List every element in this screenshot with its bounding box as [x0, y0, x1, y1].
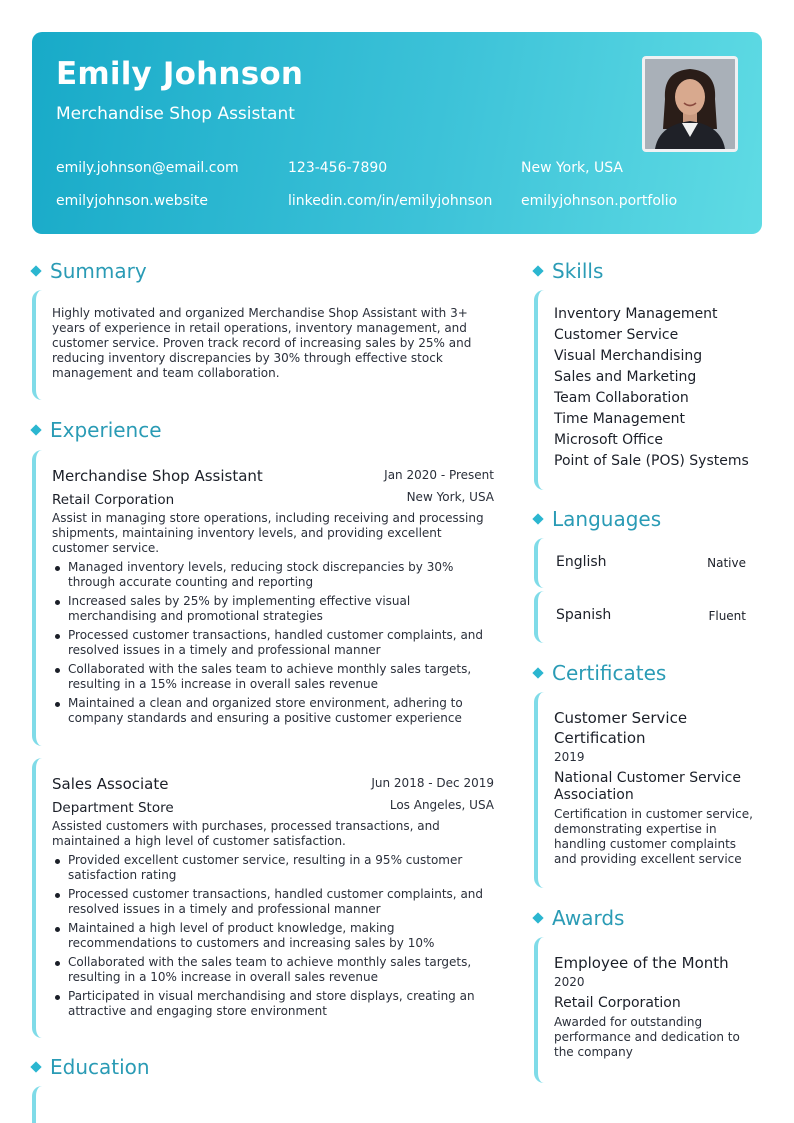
profile-photo-image [645, 59, 735, 149]
diamond-icon [532, 912, 543, 923]
list-item: Increased sales by 25% by implementing effective visual merchandising and promotional strategies [52, 594, 494, 624]
diamond-icon [30, 1061, 41, 1072]
list-item: Provided excellent customer service, resulting in a 95% customer satisfaction rating [52, 853, 494, 883]
skill-item: Visual Merchandising [554, 348, 703, 364]
certificate-name: Customer Service Certification [554, 709, 688, 747]
summary-heading [32, 259, 147, 283]
email-link[interactable]: emily.johnson@email.com [56, 160, 239, 176]
certificate-year: 2019 [554, 750, 585, 764]
candidate-title: Merchandise Shop Assistant [56, 104, 295, 124]
phone-number[interactable]: 123-456-7890 [288, 160, 388, 176]
certificates-heading [534, 661, 666, 685]
diamond-icon [30, 424, 41, 435]
award-block [534, 937, 760, 1083]
job-bullets [52, 560, 494, 730]
skill-item: Team Collaboration [554, 390, 689, 406]
list-item: Processed customer transactions, handled customer complaints, and resolved issues in a timely and professional manner [52, 628, 494, 658]
job-description: Assisted customers with purchases, processed transactions, and maintained a high level of customer satisfaction. [52, 819, 440, 848]
list-item: Collaborated with the sales team to achieve monthly sales targets, resulting in a 15% increase in overall sales revenue [52, 662, 494, 692]
diamond-icon [532, 513, 543, 524]
summary-block [32, 290, 496, 400]
language-level: Fluent [708, 609, 746, 623]
skill-item: Customer Service [554, 327, 679, 343]
certificate-block [534, 692, 760, 888]
portfolio-link[interactable]: emilyjohnson.portfolio [521, 193, 678, 209]
skill-item: Microsoft Office [554, 432, 664, 448]
resume-header [32, 32, 762, 234]
job-company: Department Store [52, 800, 174, 816]
job-location: New York, USA [406, 490, 494, 504]
diamond-icon [532, 265, 543, 276]
awards-heading-text: Awards [552, 906, 625, 930]
list-item: Maintained a high level of product knowledge, making recommendations to customers and increasing sales by 10% [52, 921, 494, 951]
job-block-2 [32, 758, 496, 1038]
languages-heading-text: Languages [552, 507, 662, 531]
summary-heading-text: Summary [50, 259, 147, 283]
job-dates: Jan 2020 - Present [384, 468, 494, 482]
summary-text: Highly motivated and organized Merchandise Shop Assistant with 3+ years of experience in retail operations, inventory management, and customer service. Proven track record of increasing sales by 25% and reducing inventory discrepancies by 30% through effective stock management and team collaboration. [52, 306, 472, 380]
awards-heading [534, 906, 624, 930]
award-year: 2020 [554, 975, 585, 989]
diamond-icon [532, 667, 543, 678]
award-name: Employee of the Month [554, 954, 729, 972]
job-title: Sales Associate [52, 775, 169, 793]
linkedin-link[interactable]: linkedin.com/in/emilyjohnson [288, 193, 493, 209]
job-dates: Jun 2018 - Dec 2019 [371, 776, 494, 790]
education-heading [32, 1055, 150, 1079]
language-row-english [534, 538, 760, 588]
diamond-icon [30, 265, 41, 276]
language-name: Spanish [556, 607, 612, 623]
experience-heading [32, 418, 162, 442]
candidate-name: Emily Johnson [56, 56, 304, 92]
job-block-1 [32, 450, 496, 746]
list-item: Participated in visual merchandising and store displays, creating an attractive and engaging store environment [52, 989, 494, 1019]
job-location: Los Angeles, USA [389, 798, 494, 812]
job-bullets [52, 853, 494, 1023]
website-link[interactable]: emilyjohnson.website [56, 193, 208, 209]
certificate-issuer: National Customer Service Association [554, 770, 741, 803]
language-row-spanish [534, 591, 760, 643]
location-text: New York, USA [521, 160, 623, 176]
job-title: Merchandise Shop Assistant [52, 467, 263, 485]
education-block [32, 1086, 496, 1123]
job-description: Assist in managing store operations, including receiving and processing shipments, maintaining inventory levels, and providing excellent customer service. [52, 511, 484, 555]
skill-item: Inventory Management [554, 306, 718, 322]
award-description: Awarded for outstanding performance and dedication to the company [554, 1015, 740, 1059]
skills-block [534, 290, 760, 490]
list-item: Collaborated with the sales team to achieve monthly sales targets, resulting in a 10% increase in overall sales revenue [52, 955, 494, 985]
certificate-description: Certification in customer service, demonstrating expertise in handling customer complaints and providing excellent service [554, 807, 753, 866]
skill-item: Point of Sale (POS) Systems [554, 453, 749, 469]
language-name: English [556, 554, 607, 570]
skill-item: Time Management [554, 411, 685, 427]
skills-heading [534, 259, 603, 283]
list-item: Maintained a clean and organized store environment, adhering to company standards and ensuring a positive customer experience [52, 696, 494, 726]
skill-item: Sales and Marketing [554, 369, 697, 385]
list-item: Processed customer transactions, handled customer complaints, and resolved issues in a timely and professional manner [52, 887, 494, 917]
profile-photo [642, 56, 738, 152]
education-heading-text: Education [50, 1055, 150, 1079]
list-item: Managed inventory levels, reducing stock discrepancies by 30% through accurate counting and reporting [52, 560, 494, 590]
certificates-heading-text: Certificates [552, 661, 667, 685]
experience-heading-text: Experience [50, 418, 162, 442]
award-issuer: Retail Corporation [554, 995, 681, 1011]
job-company: Retail Corporation [52, 492, 175, 508]
languages-heading [534, 507, 661, 531]
language-level: Native [707, 556, 746, 570]
skills-heading-text: Skills [552, 259, 604, 283]
